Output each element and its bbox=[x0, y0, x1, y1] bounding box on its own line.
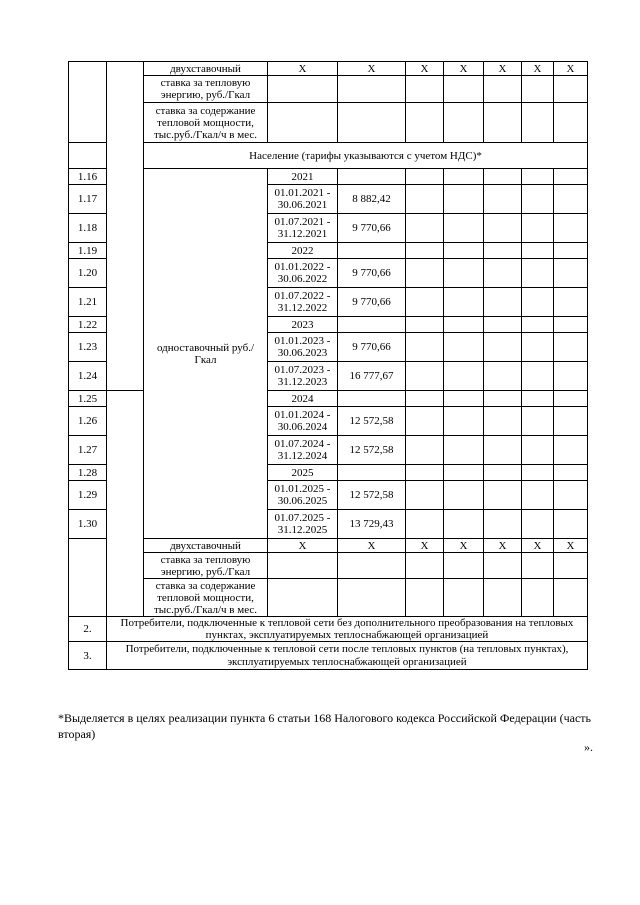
x-cell: X bbox=[268, 539, 338, 553]
power-rate-label: ставка за содержание тепловой мощности, тыс.руб./Гкал/ч в мес. bbox=[144, 103, 268, 143]
period-cell: 01.07.2025 - 31.12.2025 bbox=[268, 510, 338, 539]
consumer-group-text: Потребители, подключенные к тепловой сети без дополнительного преобразования на тепловых пунктах, эксплуатируемых теплоснабжающей организацией bbox=[107, 617, 588, 642]
table-row bbox=[69, 62, 588, 76]
x-cell: X bbox=[554, 62, 588, 76]
empty-cell bbox=[107, 62, 144, 391]
value-cell bbox=[338, 391, 406, 407]
x-cell: X bbox=[444, 539, 484, 553]
tariff-table-body bbox=[69, 62, 588, 670]
row-number: 1.18 bbox=[69, 214, 107, 243]
x-cell: X bbox=[554, 539, 588, 553]
period-cell: 2021 bbox=[268, 169, 338, 185]
period-cell: 2024 bbox=[268, 391, 338, 407]
table-row bbox=[69, 617, 588, 642]
table-row bbox=[69, 642, 588, 670]
table-row bbox=[69, 539, 588, 553]
value-cell: 8 882,42 bbox=[338, 185, 406, 214]
row-number: 2. bbox=[69, 617, 107, 642]
period-cell: 01.01.2024 - 30.06.2024 bbox=[268, 407, 338, 436]
one-part-label: одноставочный руб./Гкал bbox=[144, 169, 268, 539]
empty-cell bbox=[69, 143, 107, 169]
value-cell: 9 770,66 bbox=[338, 333, 406, 362]
vat-footnote: *Выделяется в целях реализации пункта 6 статьи 168 Налогового кодекса Российской Федерации (часть вторая) bbox=[58, 711, 592, 741]
x-cell: X bbox=[484, 62, 522, 76]
table-row bbox=[69, 579, 588, 617]
x-cell: X bbox=[338, 539, 406, 553]
x-cell: X bbox=[522, 62, 554, 76]
empty-cell bbox=[69, 539, 107, 617]
period-cell: 01.07.2021 - 31.12.2021 bbox=[268, 214, 338, 243]
energy-rate-label: ставка за тепловую энергию, руб./Гкал bbox=[144, 76, 268, 103]
x-cell: X bbox=[484, 539, 522, 553]
value-cell: 16 777,67 bbox=[338, 362, 406, 391]
row-number: 1.30 bbox=[69, 510, 107, 539]
row-number: 1.19 bbox=[69, 243, 107, 259]
empty-cell bbox=[69, 62, 107, 143]
row-number: 1.20 bbox=[69, 259, 107, 288]
table-row bbox=[69, 76, 588, 103]
row-number: 1.21 bbox=[69, 288, 107, 317]
table-row bbox=[69, 169, 588, 185]
row-number: 3. bbox=[69, 642, 107, 670]
value-cell: 12 572,58 bbox=[338, 436, 406, 465]
closing-quote: ». bbox=[584, 740, 593, 754]
value-cell: 9 770,66 bbox=[338, 259, 406, 288]
x-cell: X bbox=[522, 539, 554, 553]
energy-rate-label: ставка за тепловую энергию, руб./Гкал bbox=[144, 553, 268, 579]
value-cell: 9 770,66 bbox=[338, 288, 406, 317]
row-number: 1.24 bbox=[69, 362, 107, 391]
value-cell bbox=[338, 243, 406, 259]
period-cell: 01.01.2023 - 30.06.2023 bbox=[268, 333, 338, 362]
two-part-label: двухставочный bbox=[144, 539, 268, 553]
consumer-group-text: Потребители, подключенные к тепловой сети после тепловых пунктов (на тепловых пунктах), эксплуатируемых теплоснабжающей организацией bbox=[107, 642, 588, 670]
value-cell bbox=[338, 465, 406, 481]
value-cell: 9 770,66 bbox=[338, 214, 406, 243]
period-cell: 01.01.2021 - 30.06.2021 bbox=[268, 185, 338, 214]
table-row bbox=[69, 553, 588, 579]
x-cell: X bbox=[338, 62, 406, 76]
row-number: 1.23 bbox=[69, 333, 107, 362]
row-number: 1.27 bbox=[69, 436, 107, 465]
x-cell: X bbox=[444, 62, 484, 76]
row-number: 1.26 bbox=[69, 407, 107, 436]
period-cell: 01.07.2023 - 31.12.2023 bbox=[268, 362, 338, 391]
row-number: 1.16 bbox=[69, 169, 107, 185]
power-rate-label: ставка за содержание тепловой мощности, тыс.руб./Гкал/ч в мес. bbox=[144, 579, 268, 617]
period-cell: 01.07.2024 - 31.12.2024 bbox=[268, 436, 338, 465]
value-cell: 13 729,43 bbox=[338, 510, 406, 539]
row-number: 1.22 bbox=[69, 317, 107, 333]
value-cell bbox=[338, 169, 406, 185]
value-cell bbox=[338, 317, 406, 333]
row-number: 1.17 bbox=[69, 185, 107, 214]
x-cell: X bbox=[406, 62, 444, 76]
period-cell: 2022 bbox=[268, 243, 338, 259]
table-row bbox=[69, 143, 588, 169]
section-title: Население (тарифы указываются с учетом НДС)* bbox=[144, 143, 588, 169]
period-cell: 01.01.2025 - 30.06.2025 bbox=[268, 481, 338, 510]
two-part-label: двухставочный bbox=[144, 62, 268, 76]
period-cell: 2023 bbox=[268, 317, 338, 333]
row-number: 1.29 bbox=[69, 481, 107, 510]
period-cell: 2025 bbox=[268, 465, 338, 481]
tariff-table bbox=[68, 61, 588, 670]
value-cell: 12 572,58 bbox=[338, 407, 406, 436]
empty-cell bbox=[107, 391, 144, 617]
row-number: 1.28 bbox=[69, 465, 107, 481]
period-cell: 01.01.2022 - 30.06.2022 bbox=[268, 259, 338, 288]
x-cell: X bbox=[268, 62, 338, 76]
value-cell: 12 572,58 bbox=[338, 481, 406, 510]
row-number: 1.25 bbox=[69, 391, 107, 407]
period-cell: 01.07.2022 - 31.12.2022 bbox=[268, 288, 338, 317]
table-row bbox=[69, 103, 588, 143]
x-cell: X bbox=[406, 539, 444, 553]
